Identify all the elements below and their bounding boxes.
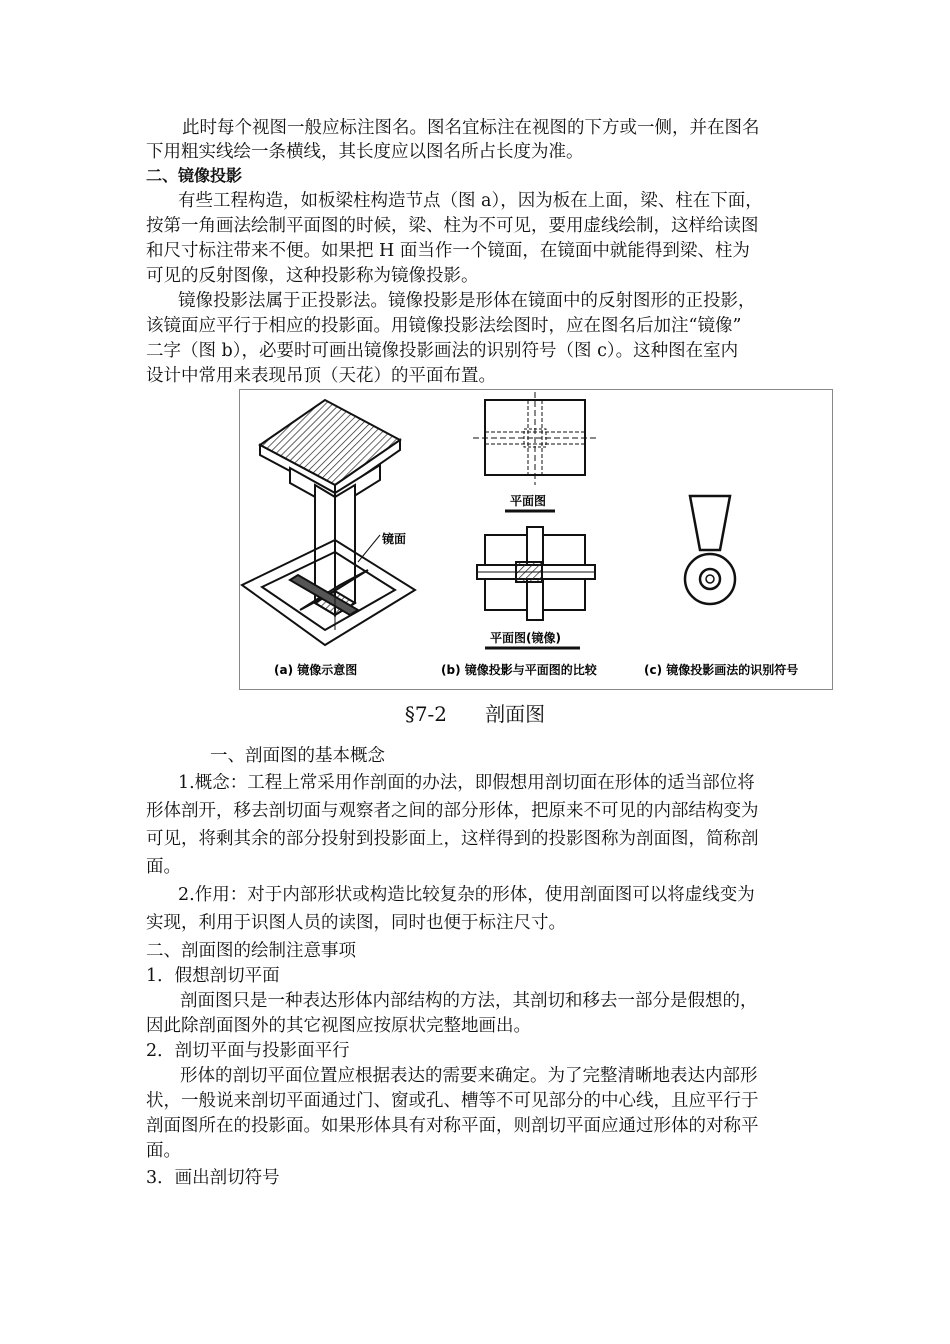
paragraph-line: 实现，利用于识图人员的读图，同时也便于标注尺寸。 xyxy=(146,913,566,933)
paragraph-line: 2.作用：对于内部形状或构造比较复杂的形体，使用剖面图可以将虚线变为 xyxy=(178,885,755,905)
paragraph-line: 按第一角画法绘制平面图的时候，梁、柱为不可见，要用虚线绘制，这样给读图 xyxy=(146,216,759,236)
paragraph-line: 形体的剖切平面位置应根据表达的需要来确定。为了完整清晰地表达内部形 xyxy=(180,1066,758,1086)
paragraph-line: 镜像投影法属于正投影法。镜像投影是形体在镜面中的反射图形的正投影， xyxy=(178,291,756,311)
heading-mirror-projection: 二、镜像投影 xyxy=(146,166,243,185)
plan-view-drawing xyxy=(473,392,597,485)
paragraph-line: 和尺寸标注带来不便。如果把 H 面当作一个镜面，在镜面中就能得到梁、柱为 xyxy=(146,241,750,261)
paragraph-line: 面。 xyxy=(146,1141,181,1161)
figure-drawing xyxy=(240,390,832,689)
plan-mirror-label: 平面图(镜像) xyxy=(490,631,561,645)
subheading: 一、剖面图的基本概念 xyxy=(210,746,385,766)
paragraph-line: 面。 xyxy=(146,857,181,877)
paragraph-line: 此时每个视图一般应标注图名。图名宜标注在视图的下方或一侧，并在图名 xyxy=(182,118,760,138)
paragraph-line: 形体剖开，移去剖切面与观察者之间的部分形体，把原来不可见的内部结构变为 xyxy=(146,801,759,821)
mirror-label: 镜面 xyxy=(382,532,407,546)
subheading: 2．剖切平面与投影面平行 xyxy=(146,1041,350,1061)
paragraph-line: 可见，将剩其余的部分投射到投影面上，这样得到的投影图称为剖面图，简称剖 xyxy=(146,829,759,849)
paragraph-line: 状，一般说来剖切平面通过门、窗或孔、槽等不可见部分的中心线，且应平行于 xyxy=(146,1091,759,1111)
paragraph-line: 1.概念：工程上常采用作剖面的办法，即假想用剖切面在形体的适当部位将 xyxy=(178,773,755,793)
paragraph-line: 下用粗实线绘一条横线，其长度应以图名所占长度为准。 xyxy=(146,142,584,162)
subheading: 二、剖面图的绘制注意事项 xyxy=(146,941,356,961)
paragraph-line: 可见的反射图像，这种投影称为镜像投影。 xyxy=(146,266,479,286)
paragraph-line: 该镜面应平行于相应的投影面。用镜像投影法绘图时，应在图名后加注“镜像” xyxy=(146,316,742,336)
slab-beam-column-isometric xyxy=(260,400,400,615)
paragraph-line: 设计中常用来表现吊顶（天花）的平面布置。 xyxy=(146,366,496,386)
paragraph-line: 剖面图所在的投影面。如果形体具有对称平面，则剖切平面应通过形体的对称平 xyxy=(146,1116,759,1136)
subheading: 1．假想剖切平面 xyxy=(146,966,280,986)
subheading: 3．画出剖切符号 xyxy=(146,1168,280,1188)
mirror-projection-figure xyxy=(239,389,833,690)
caption-b: (b) 镜像投影与平面图的比较 xyxy=(441,663,597,677)
section-title: §7-2 剖面图 xyxy=(404,702,546,726)
caption-c: (c) 镜像投影画法的识别符号 xyxy=(644,663,799,677)
paragraph-line: 因此除剖面图外的其它视图应按原状完整地画出。 xyxy=(146,1016,531,1036)
caption-a: (a) 镜像示意图 xyxy=(274,663,358,677)
paragraph-line: 有些工程构造，如板梁柱构造节点（图 a），因为板在上面，梁、柱在下面， xyxy=(178,191,763,211)
plan-mirror-view-drawing xyxy=(477,527,595,620)
plan-label: 平面图 xyxy=(510,494,547,508)
paragraph-line: 二字（图 b），必要时可画出镜像投影画法的识别符号（图 c）。这种图在室内 xyxy=(146,341,739,361)
paragraph-line: 剖面图只是一种表达形体内部结构的方法，其剖切和移去一部分是假想的， xyxy=(180,991,758,1011)
mirror-identification-symbol xyxy=(685,496,735,604)
